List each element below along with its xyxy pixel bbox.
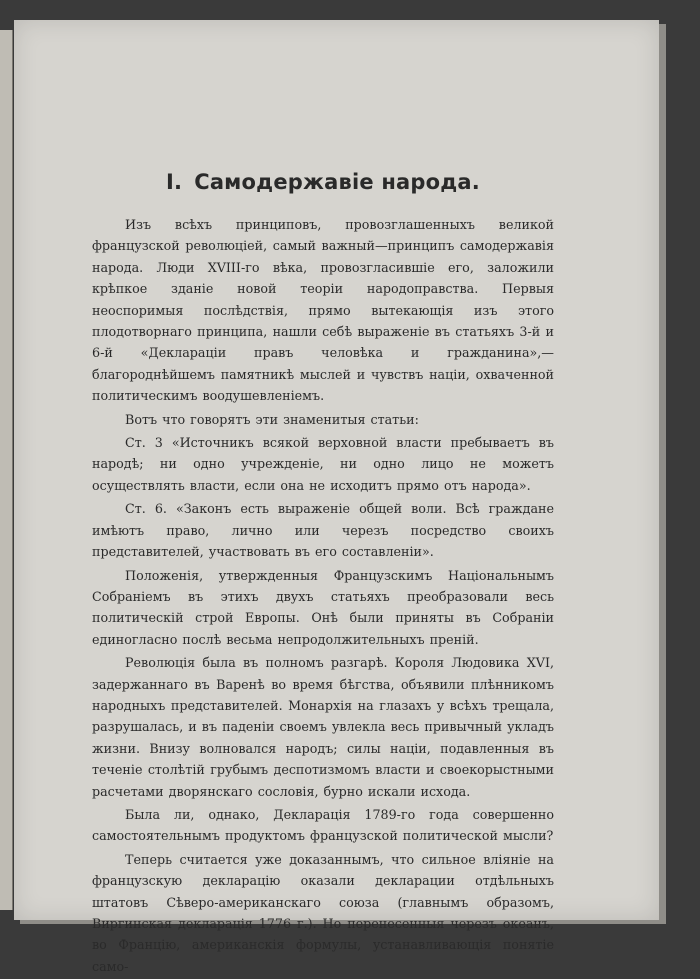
paragraph: Вотъ что говорятъ эти знаменитыя статьи: <box>125 411 419 427</box>
page-text-block <box>92 170 554 979</box>
paragraph: Положенія, утвержденныя Французскимъ Національнымъ Собраніемъ въ этихъ двухъ статьяхъ преобразовали весь политическій строй Европы. Онѣ были приняты въ Собраніи единогласно послѣ весьма непродолжительныхъ преній. <box>92 567 554 647</box>
paragraph: Изъ всѣхъ принциповъ, провозглашенныхъ великой французской революціей, самый важный—принципъ самодержавія народа. Люди XVIII-го вѣка, провозгласившіе его, заложили крѣпкое зданіе новой теоріи народоправства. Первыя неоспоримыя послѣдствія, прямо вытекающія изъ этого плодотворнаго принципа, нашли себѣ выраженіе въ статьяхъ 3-й и 6-й «Декларацiи правъ человѣка и гражданина»,—благороднѣйшемъ памятникѣ мыслей и чувствъ націи, охваченной политическимъ воодушевленіемъ. <box>92 217 554 404</box>
paragraph: Была ли, однако, Декларація 1789-го года совершенно самостоятельнымъ продуктомъ французской политической мысли? <box>92 806 554 844</box>
paragraph: Ст. 6. «Законъ есть выраженіе общей воли. Всѣ граждане имѣютъ право, лично или черезъ посредство своихъ представителей, участвовать въ его составленіи». <box>92 501 554 560</box>
paragraph: Теперь считается уже доказаннымъ, что сильное вліяніе на французскую декларацію оказали декларации отдѣльныхъ штатовъ Сѣверо-американскаго союза (главнымъ образомъ, Виргинская декларація 1776 г.). Но перенесенныя черезъ океанъ, во Францію, американскія формулы, устанавливающія понятіе само- <box>92 851 554 974</box>
chapter-number: I. <box>166 170 183 194</box>
paragraph: Ст. 3 «Источникъ всякой верховной власти пребываетъ въ народѣ; ни одно учрежденіе, ни одно лицо не можетъ осуществлять власти, если она не исходитъ прямо отъ народа». <box>92 435 554 493</box>
facing-page-edge <box>0 30 13 910</box>
chapter-title: Самодержавіе народа. <box>194 170 480 194</box>
chapter-heading <box>92 170 554 194</box>
book-page <box>14 20 659 974</box>
paragraph: Революція была въ полномъ разгарѣ. Короля Людовика XVI, задержаннаго въ Варенѣ во время бѣгства, объявили плѣнникомъ народныхъ представителей. Монархія на глазахъ у всѣхъ трещала, разрушалась, и въ паденіи своемъ увлекла весь привычный укладъ жизни. Внизу волновался народъ; силы націи, подавленныя въ теченіе столѣтій грубымъ деспотизмомъ власти и своекорыстными расчетами дворянскаго сословія, бурно искали исхода. <box>92 655 554 799</box>
